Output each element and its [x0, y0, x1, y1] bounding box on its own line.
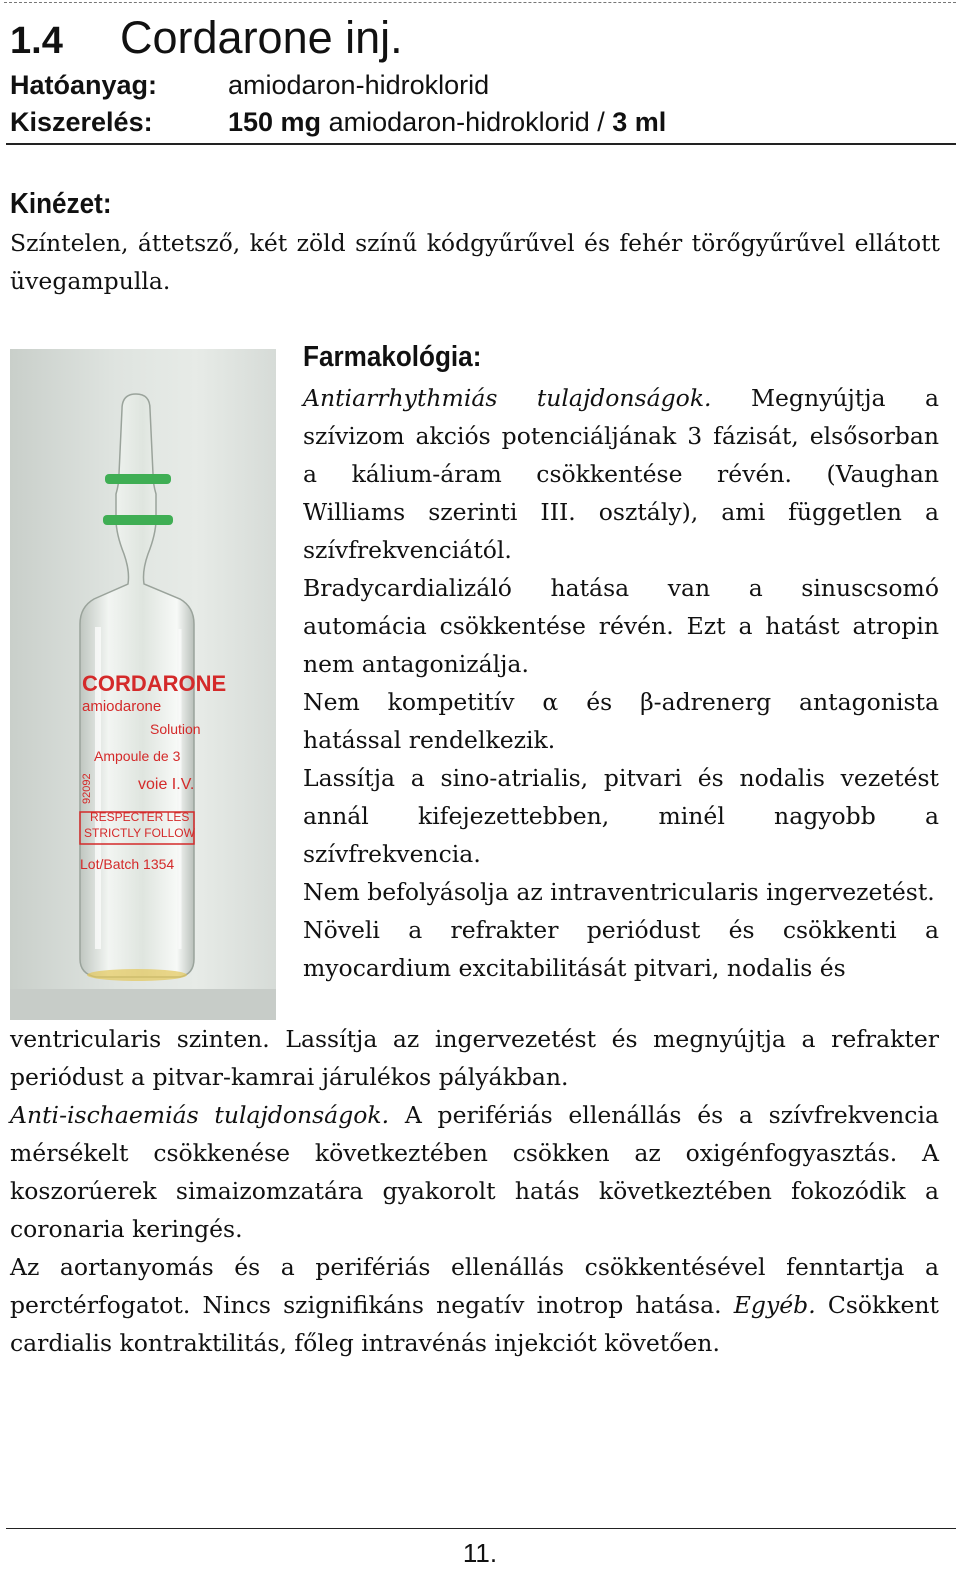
antiarrhythmic-paragraph: [303, 379, 939, 569]
label-brand: CORDARONE: [82, 671, 227, 696]
top-dashed-rule: [4, 2, 956, 3]
packaging-separator: /: [597, 107, 605, 137]
appearance-section: [10, 224, 940, 300]
anti-ischaemic-heading: Anti-ischaemiás tulajdonságok.: [10, 1101, 390, 1129]
ampoule-illustration: [10, 349, 276, 1020]
label-generic: amiodarone: [82, 698, 162, 715]
antiarrhythmic-heading: Antiarrhythmiás tulajdonságok.: [303, 384, 712, 412]
green-ring-lower: [103, 515, 173, 525]
header-rule: [6, 143, 956, 145]
other-text: Csökkent cardialis kontraktilitás, főleg intravénás injekciót követően.: [10, 1291, 940, 1357]
active-ingredient-value: amiodaron-hidroklorid: [228, 70, 490, 100]
label-lot: Lot/Batch 1354: [80, 856, 175, 872]
packaging-substance: amiodaron-hidroklorid: [328, 107, 590, 137]
conduction-paragraph: Lassítja a sino-atrialis, pitvari és nodalis vezetést annál kifejezettebben, minél nagyobb a szívfrekvencia.: [303, 764, 939, 868]
anti-ischaemic-paragraph: [10, 1096, 939, 1248]
label-line4: RESPECTER LES: [90, 810, 190, 824]
packaging-label: Kiszerelés:: [10, 107, 153, 137]
footer-rule: [6, 1528, 956, 1529]
label-line5: STRICTLY FOLLOW: [84, 826, 195, 840]
section-number: 1.4: [10, 20, 63, 62]
refractory-paragraph-start: Növeli a refrakter periódust és csökkenti a myocardium excitabilitását pitvari, nodalis és: [303, 916, 939, 982]
drug-heading: [10, 12, 403, 67]
active-ingredient-row: [10, 67, 489, 103]
packaging-dose: 150 mg: [228, 107, 322, 137]
appearance-title: Kinézet:: [10, 188, 112, 220]
appearance-text: Színtelen, áttetsző, két zöld színű kódgyűrűvel és fehér törőgyűrűvel ellátott üvegampulla.: [10, 229, 940, 295]
drug-title: Cordarone inj.: [120, 12, 403, 63]
cardiac-output-text: Az aortanyomás és a perifériás ellenállás csökkentésével fenntartja a perctérfogatot. Nincs szignifikáns negatív inotrop hatása.: [10, 1253, 939, 1319]
refractory-paragraph-end: ventricularis szinten. Lassítja az ingervezetést és megnyújtja a refrakter periódust a pitvar-kamrai járulékos pályákban.: [10, 1025, 939, 1091]
label-line2: Ampoule de 3: [94, 748, 181, 764]
label-line1: Solution: [150, 721, 201, 737]
other-heading: Egyéb.: [733, 1291, 816, 1319]
cardiac-output-paragraph: [10, 1248, 939, 1362]
ampoule-photo: [10, 349, 276, 1020]
label-side-code: 92092: [81, 773, 93, 804]
green-ring-upper: [105, 474, 171, 484]
adrenergic-paragraph: Nem kompetitív α és β-adrenerg antagonista hatással rendelkezik.: [303, 688, 939, 754]
pharmacology-title: Farmakológia:: [303, 341, 482, 373]
bradycardia-paragraph: Bradycardializáló hatása van a sinuscsomó automácia csökkentése révén. Ezt a hatást atropin nem antagonizálja.: [303, 574, 939, 678]
label-line3: voie I.V.: [138, 776, 195, 793]
active-ingredient-label: Hatóanyag:: [10, 70, 158, 100]
pharmacology-full-width: [10, 1020, 939, 1362]
intraventricular-paragraph: Nem befolyásolja az intraventricularis ingervezetést.: [303, 878, 935, 906]
page-number: 11.: [462, 1538, 498, 1568]
antiarrhythmic-text: Megnyújtja a szívizom akciós potenciáljának 3 fázisát, elsősorban a kálium-áram csökkentése révén. (Vaughan Williams szerinti III. osztály), ami független a szívfrekvenciától.: [303, 384, 939, 564]
packaging-row: [10, 104, 666, 140]
packaging-volume: 3 ml: [612, 107, 667, 137]
pharmacology-column: [303, 379, 939, 987]
anti-ischaemic-text: A perifériás ellenállás és a szívfrekvencia mérsékelt csökkenése következtében csökken az oxigénfogyasztás. A koszorúerek simaizomzatára gyakorolt hatás következtében fokozódik a coronaria keringés.: [10, 1101, 939, 1243]
